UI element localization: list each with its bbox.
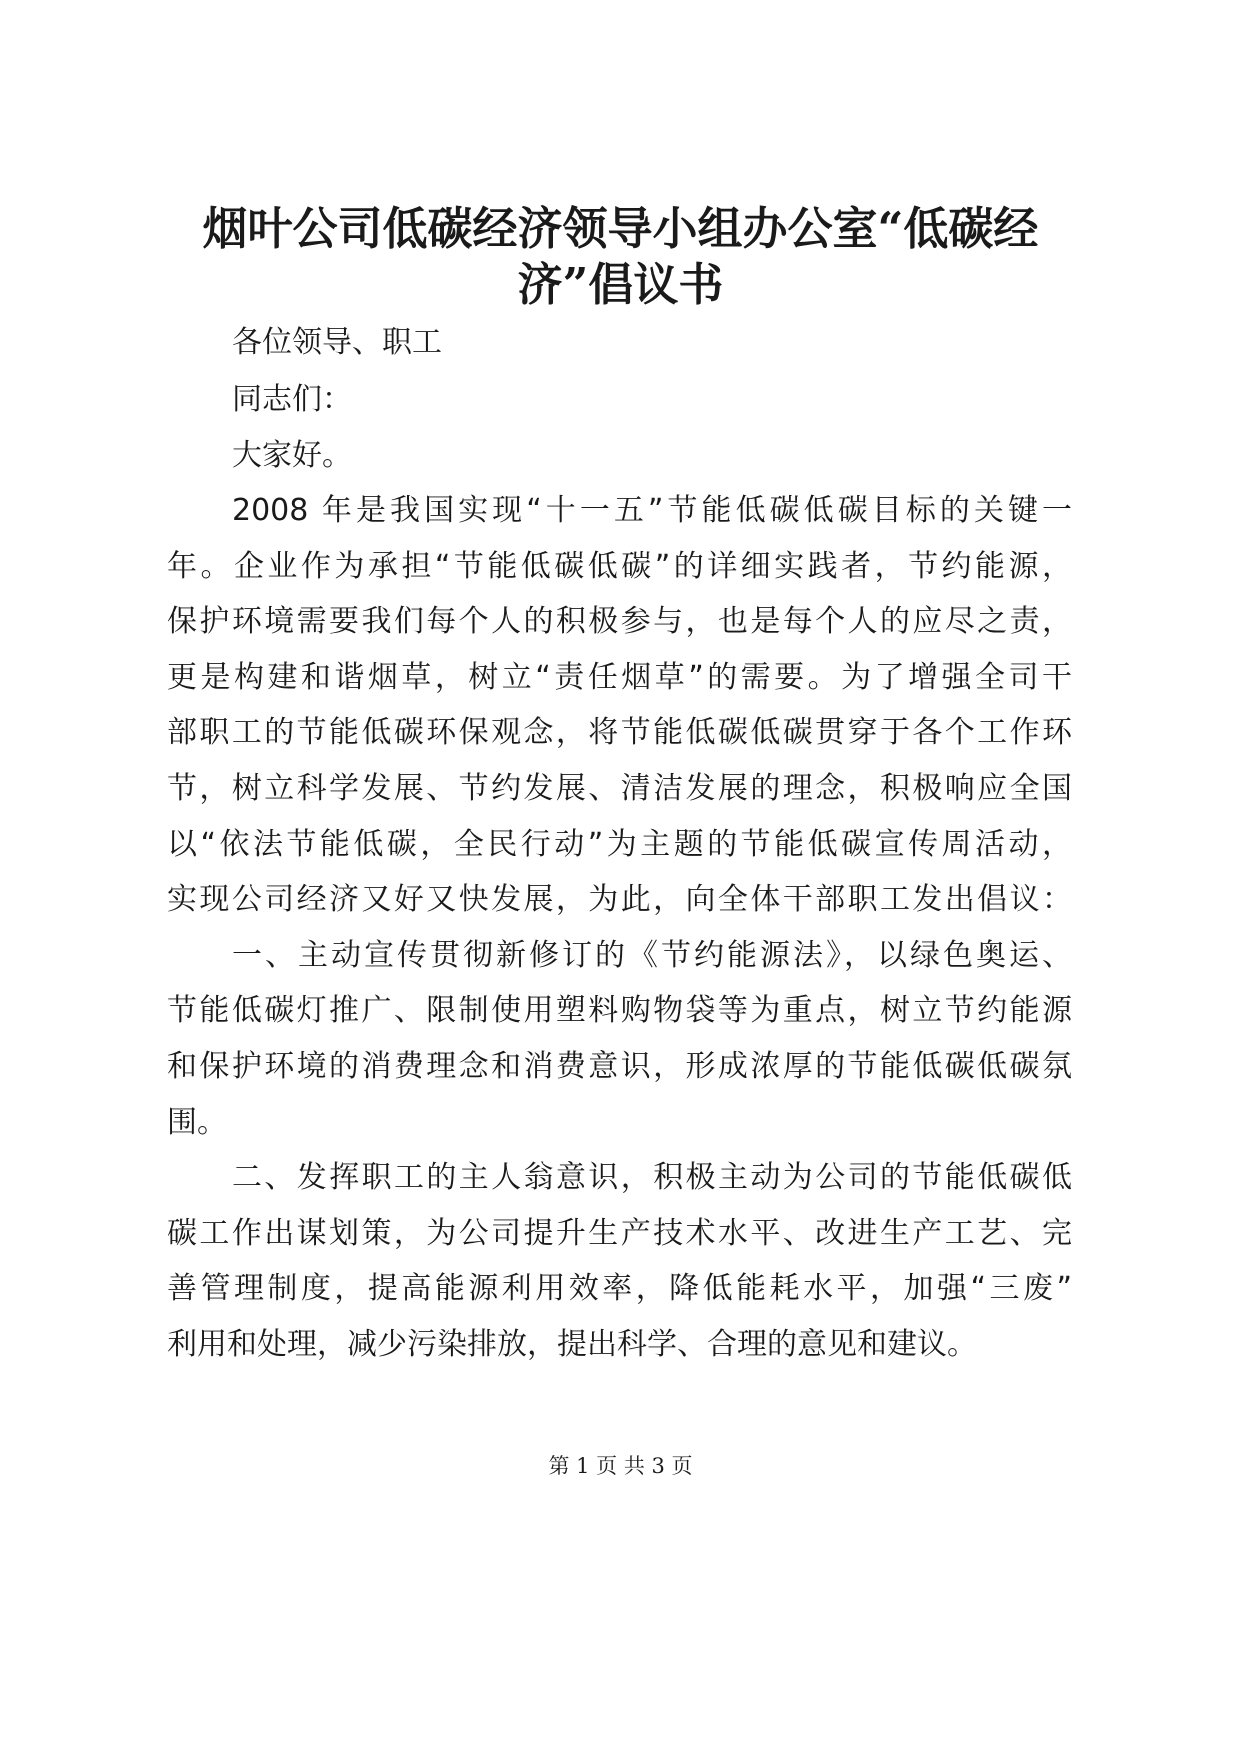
paragraph-line: 年。企业作为承担“节能低碳低碳”的详细实践者，节约能源， [167, 549, 1072, 584]
paragraph-line: 以“依法节能低碳，全民行动”为主题的节能低碳宣传周活动， [167, 827, 1072, 862]
page-number-footer: 第 1 页 共 3 页 [548, 1454, 693, 1478]
paragraph-line: 节，树立科学发展、节约发展、清洁发展的理念，积极响应全国 [167, 771, 1072, 806]
paragraph-line: 和保护环境的消费理念和消费意识，形成浓厚的节能低碳低碳氛 [167, 1049, 1072, 1084]
paragraph-line: 二、发挥职工的主人翁意识，积极主动为公司的节能低碳低 [232, 1160, 1072, 1195]
paragraph-line: 2008 年是我国实现“十一五”节能低碳低碳目标的关键一 [232, 493, 1072, 528]
document-title-line-2: 济”倡议书 [517, 258, 724, 311]
paragraph-line: 更是构建和谐烟草，树立“责任烟草”的需要。为了增强全司干 [167, 660, 1072, 695]
greeting-line: 大家好。 [232, 438, 352, 473]
paragraph-line: 利用和处理，减少污染排放，提出科学、合理的意见和建议。 [167, 1327, 977, 1362]
paragraph-line: 善管理制度，提高能源利用效率，降低能耗水平，加强“三废” [167, 1271, 1072, 1306]
paragraph-line: 部职工的节能低碳环保观念，将节能低碳低碳贯穿于各个工作环 [167, 715, 1072, 750]
paragraph-line: 节能低碳灯推广、限制使用塑料购物袋等为重点，树立节约能源 [167, 993, 1072, 1028]
salutation-line: 同志们： [232, 382, 352, 417]
paragraph-line: 保护环境需要我们每个人的积极参与，也是每个人的应尽之责， [167, 604, 1072, 639]
paragraph-line: 碳工作出谋划策，为公司提升生产技术水平、改进生产工艺、完 [167, 1216, 1072, 1251]
paragraph-line: 实现公司经济又好又快发展，为此，向全体干部职工发出倡议： [167, 882, 1072, 917]
document-title-line-1: 烟叶公司低碳经济领导小组办公室“低碳经 [202, 202, 1039, 255]
paragraph-line: 围。 [167, 1105, 227, 1140]
salutation-line: 各位领导、职工 [232, 325, 442, 360]
paragraph-line: 一、主动宣传贯彻新修订的《节约能源法》，以绿色奥运、 [232, 938, 1072, 973]
